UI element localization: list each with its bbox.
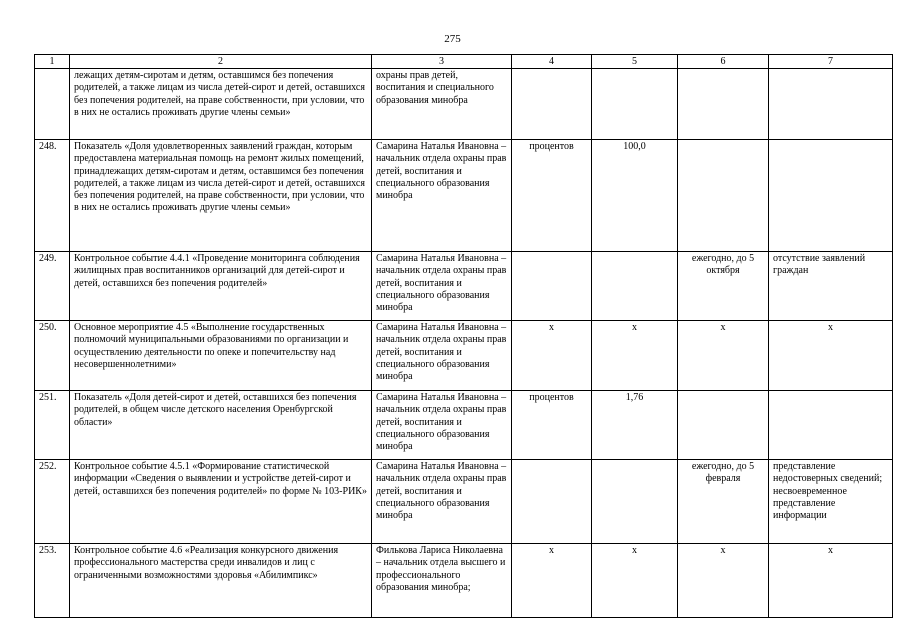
column-header-6: 6 (678, 55, 769, 69)
row-unit: x (512, 544, 592, 618)
row-number: 249. (35, 252, 70, 321)
row-responsible: Самарина Наталья Ивановна – начальник отдела охраны прав детей, воспитания и специального образования минобра (372, 460, 512, 544)
column-header-1: 1 (35, 55, 70, 69)
row-unit: процентов (512, 391, 592, 460)
row-description: Контрольное событие 4.6 «Реализация конкурсного движения профессионального мастерства среди инвалидов и лиц с ограниченными возможностями здоровья «Абилимпикс» (70, 544, 372, 618)
row-description: Контрольное событие 4.4.1 «Проведение мониторинга соблюдения жилищных прав воспитанников организаций для детей-сирот и детей, оставшихся без попечения родителей» (70, 252, 372, 321)
column-header-2: 2 (70, 55, 372, 69)
table-row (35, 391, 893, 460)
column-header-5: 5 (592, 55, 678, 69)
row-responsible: Самарина Наталья Ивановна – начальник отдела охраны прав детей, воспитания и специального образования минобра (372, 140, 512, 252)
row-term: x (678, 321, 769, 391)
row-number: 248. (35, 140, 70, 252)
header-row (35, 55, 893, 69)
row-number: 253. (35, 544, 70, 618)
row-note: x (769, 321, 893, 391)
row-description: Показатель «Доля удовлетворенных заявлений граждан, которым предоставлена материальная помощь на ремонт жилых помещений, принадлежащих детям-сиротам и детям, оставшимся без попечения родителей, а также лицам из числа детей-сирот и детей, оставшихся без попечения родителей, на праве собственности, при условии, что в них не остались проживать другие члены семьи» (70, 140, 372, 252)
row-description: Показатель «Доля детей-сирот и детей, оставшихся без попечения родителей, в общем числе детского населения Оренбургской области» (70, 391, 372, 460)
row-description: Основное мероприятие 4.5 «Выполнение государственных полномочий муниципальными образованиями по организации и осуществлению деятельности по опеке и попечительству над несовершеннолетними» (70, 321, 372, 391)
row-value: 1,76 (592, 391, 678, 460)
row-note (769, 69, 893, 140)
column-header-4: 4 (512, 55, 592, 69)
row-term (678, 69, 769, 140)
row-unit: x (512, 321, 592, 391)
row-value (592, 460, 678, 544)
row-value: x (592, 544, 678, 618)
row-value (592, 69, 678, 140)
row-note (769, 391, 893, 460)
row-responsible: Самарина Наталья Ивановна – начальник отдела охраны прав детей, воспитания и специального образования минобра (372, 252, 512, 321)
column-header-7: 7 (769, 55, 893, 69)
table-row (35, 321, 893, 391)
row-number (35, 69, 70, 140)
row-value: 100,0 (592, 140, 678, 252)
row-number: 252. (35, 460, 70, 544)
row-note: x (769, 544, 893, 618)
row-description: лежащих детям-сиротам и детям, оставшимся без попечения родителей, а также лицам из числа детей-сирот и детей, оставшихся без попечения родителей, на праве собственности, при условии, что в них не остались проживать другие члены семьи» (70, 69, 372, 140)
page-number: 275 (444, 33, 461, 45)
row-unit (512, 252, 592, 321)
row-term (678, 391, 769, 460)
row-responsible: Самарина Наталья Ивановна – начальник отдела охраны прав детей, воспитания и специального образования минобра (372, 321, 512, 391)
table-row (35, 252, 893, 321)
table-row (35, 460, 893, 544)
row-unit (512, 460, 592, 544)
row-note (769, 140, 893, 252)
row-note: отсутствие заявлений граждан (769, 252, 893, 321)
program-table (34, 54, 893, 618)
column-header-3: 3 (372, 55, 512, 69)
row-number: 250. (35, 321, 70, 391)
table-row (35, 69, 893, 140)
row-note: представление недостоверных сведений; несвоевременное представление информации (769, 460, 893, 544)
row-number: 251. (35, 391, 70, 460)
row-term: ежегодно, до 5 октября (678, 252, 769, 321)
row-unit (512, 69, 592, 140)
table-row (35, 140, 893, 252)
row-responsible: Филькова Лариса Николаевна – начальник отдела высшего и профессионального образования минобра; (372, 544, 512, 618)
table-row (35, 544, 893, 618)
row-value (592, 252, 678, 321)
row-responsible: Самарина Наталья Ивановна – начальник отдела охраны прав детей, воспитания и специального образования минобра (372, 391, 512, 460)
row-value: x (592, 321, 678, 391)
row-term: x (678, 544, 769, 618)
row-responsible: охраны прав детей, воспитания и специального образования минобра (372, 69, 512, 140)
row-term (678, 140, 769, 252)
row-description: Контрольное событие 4.5.1 «Формирование статистической информации «Сведения о выявлении и устройстве детей-сирот и детей, оставшихся без попечения родителей» по форме № 103-РИК» (70, 460, 372, 544)
row-term: ежегодно, до 5 февраля (678, 460, 769, 544)
row-unit: процентов (512, 140, 592, 252)
